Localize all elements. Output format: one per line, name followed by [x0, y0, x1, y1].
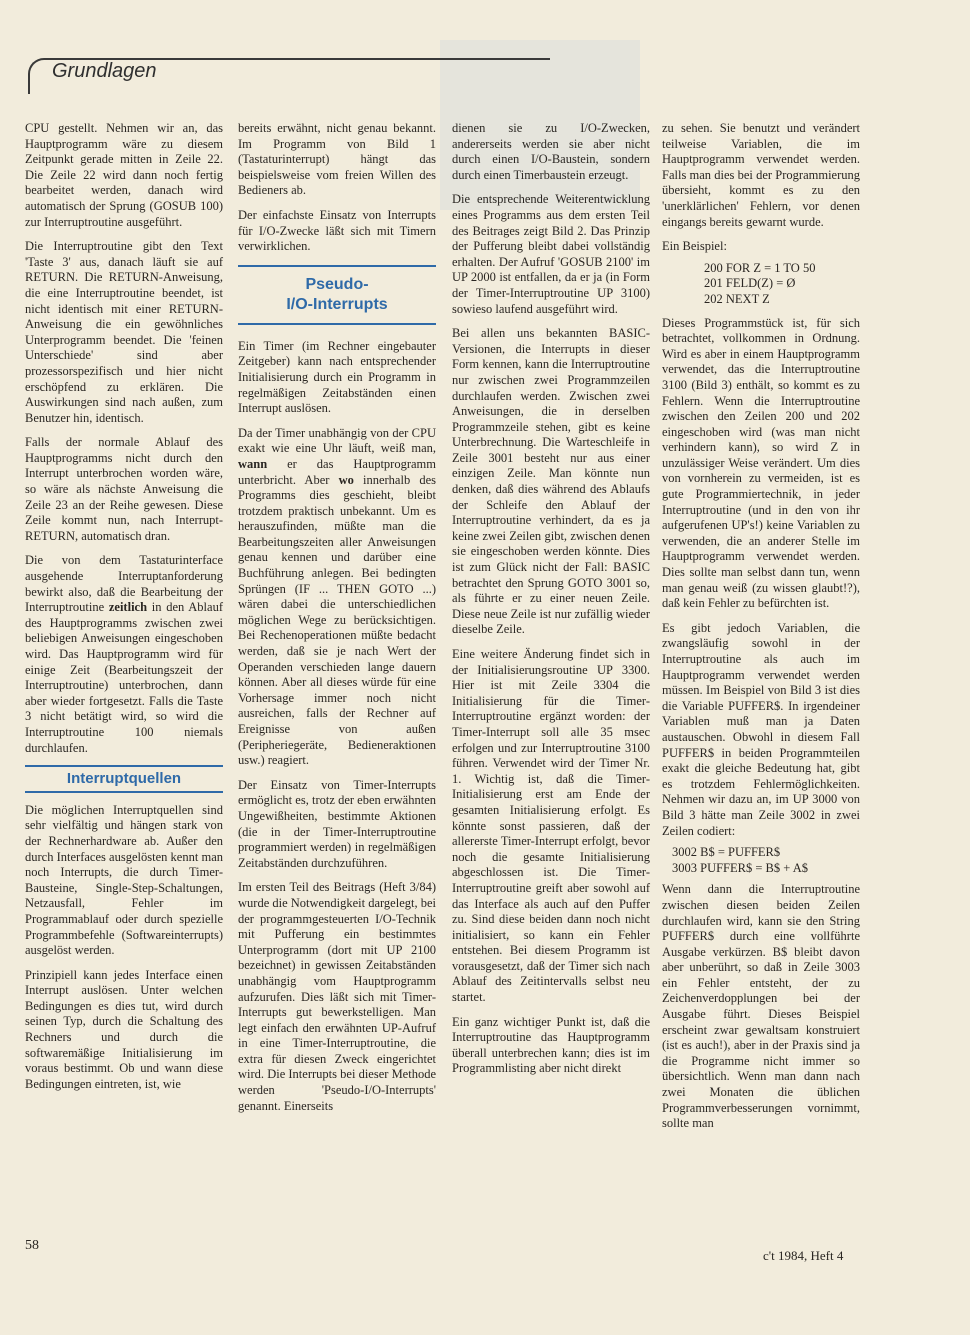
code-listing-2 [662, 845, 860, 876]
code-line: 3002 B$ = PUFFER$ [672, 845, 781, 860]
section-label: Grundlagen [46, 60, 163, 83]
subheading-line: I/O-Interrupts [286, 295, 388, 313]
paragraph: Die Interruptroutine gibt den Text 'Taste 3' aus, danach läuft sie auf RETURN. Die RETURN-Anweisung, die eine Interruptroutine beendet, ist nicht identisch mit einer RETURN-Anweisung die ein gewöhnliches Unterprogramm beendet. Die 'feinen Unterschiede' sind aber prozessorspezifisch und hier nicht erschöpfend zu erklären. Die Auswirkungen sind nach außen, zum Benutzer hin, identisch. [25, 239, 223, 425]
paragraph: Die möglichen Interruptquellen sind sehr vielfältig und hängen stark von der Rechnerhardware ab. Außer den durch Interfaces ausgelösten kennt man noch Interrupts, die durch Timer-Bausteine, Single-Step-Schaltungen, Netzausfall, Fehler im Programmablauf oder durch spezielle Programmbefehle (Softwareinterrupts) ausgelöst werden. [25, 802, 223, 958]
paragraph [238, 426, 436, 769]
subheading-line: Pseudo- [305, 275, 369, 293]
code-line: 200 FOR Z = 1 TO 50 [704, 260, 816, 275]
subheading-pseudo-io-interrupts [238, 265, 436, 325]
column-3 [452, 121, 650, 1086]
paragraph: bereits erwähnt, nicht genau bekannt. Im Programm von Bild 1 (Tastaturinterrupt) hängt das beispielsweise vom freien Willen des Bedieners ab. [238, 121, 436, 198]
text-run: Die von dem Tastaturinterface ausgehende Interruptanforderung bewirkt also, daß die Bearbeitung der Interruptroutine [25, 553, 223, 615]
paragraph: Ein Timer (im Rechner eingebauter Zeitgeber) kann nach entsprechender Initialisierung durch ein Programm in regelmäßigen Zeitabständen einen Interrupt auslösen. [238, 338, 436, 416]
paragraph: Es gibt jedoch Variablen, die zwangsläufig sowohl in der Interruptroutine als auch im Hauptprogramm verwendet werden müssen. Im Beispiel von Bild 3 ist dies die Variable PUFFER$. In irgendeiner Variablen muß man ja Daten austauschen. Obwohl in diesem Fall PUFFER$ in beiden Programmteilen exakt die gleiche Bedeutung hat, gibt es trotzdem Fehlermöglichkeiten. Nehmen wir dazu an, im UP 3000 von Bild 3 hätte man Zeile 3002 in zwei Zeilen codiert: [662, 620, 860, 838]
text-run: in den Ablauf des Hauptprogramms zwischen zwei beliebigen Anweisungen eingeschoben wird. Das Hauptprogramm wird für einige Zeit (Bearbeitungszeit der Interruptroutine) unterbrochen, dann aber wieder fortgesetzt. Falls die Taste 3 nicht betätigt wird, so wird die Interruptroutine 100 niemals durchlaufen. [25, 600, 223, 755]
paragraph: Dieses Programmstück ist, für sich betrachtet, vollkommen in Ordnung. Wird es aber in einem Hauptprogramm verwendet, das die Interruptroutine 3100 (Bild 3) enthält, so kommt es zu Fehlern. Wenn die Interruptroutine zwischen den Zeilen 200 und 202 eingeschoben wird (was man nicht verhindern kann), so wird Z in unzulässiger Weise verändert. Um dies von vornherein zu vermeiden, ist es gute Programmiertechnik, in jeder Interruptroutine (und in den von ihr aufgerufenen UP's!) keine Variablen zu verwenden, die an anderer Stelle im Hauptprogramm verwendet werden. Dies sollte man selbst dann tun, wenn man genau weiß (zu wissen glaubt!?), daß kein Fehler zu befürchten ist. [662, 315, 860, 611]
subheading-interruptquellen: Interruptquellen [25, 765, 223, 793]
paragraph: Wenn dann die Interruptroutine zwischen diesen beiden Zeilen durchlaufen wird, kann sie den String PUFFER$ durch eine vollführte Ausgabe verkürzen. B$ bleibt davon aber unberührt, so daß in Zeile 3003 ein Fehler entsteht, der zu Zeichenverdopplungen bei der Ausgabe führt. Dieses Beispiel erscheint zwar gewaltsam konstruiert (ist es auch!), aber in der Praxis sind ja die Programme nicht immer so übersichtlich. Wenn man dann nach zwei Monaten die üblichen Programmverbesserungen vornimmt, sollte man [662, 882, 860, 1131]
code-line: 202 NEXT Z [704, 291, 770, 306]
paragraph: Eine weitere Änderung findet sich in der Initialisierungsroutine UP 3300. Hier ist mit Zeile 3304 die Initialisierung für die Timer-Interruptroutine ergänzt worden: der Timer-Interrupt soll alle 35 msec erfolgen und zur Interruptroutine 3100 führen. Verwendet wird der Timer Nr. 1. Wichtig ist, daß die Timer-Initialisierung erst am Ende der gesamten Initialisierung erfolgt. Es könnte sonst passieren, daß der allererste Timer-Interrupt erfolgt, bevor noch die gesamte Initialisierung abgeschlossen ist. Die Timer-Interruptroutine greift aber sowohl auf das Interface als auch auf den Puffer zu. Sind diese beiden dann noch nicht initialisiert, so kann ein Fehler entstehen. Bei diesem Programm ist vorausgesetzt, daß der Timer sich nach Ablauf des Zeitintervalls selbst neu startet. [452, 647, 650, 1005]
paragraph: zu sehen. Sie benutzt und verändert teilweise Variablen, die im Hauptprogramm verwendet werden. Falls man dies bei der Programmierung übersieht, kommt es zu den 'unerklärlichen' Fehlern, vor denen eingangs bereits gewarnt wurde. [662, 121, 860, 229]
paragraph: CPU gestellt. Nehmen wir an, das Hauptprogramm wäre zu diesem Zeitpunkt gerade mitten in Zeile 22. Die Zeile 22 wird dann noch fertig bearbeitet werden, danach wird automatisch der Sprung (GOSUB 100) zur Interruptroutine ausgeführt. [25, 121, 223, 229]
paragraph: Prinzipiell kann jedes Interface einen Interrupt auslösen. Unter welchen Bedingungen es dies tut, wird durch seinen Typ, durch die Schaltung des Rechners und durch die softwaremäßige Initialisierung im voraus bestimmt. Ob und wann diese Bedingungen eintreten, ist, wie [25, 967, 223, 1091]
text-run: Da der Timer unabhängig von der CPU exakt wie eine Uhr läuft, weiß man, [238, 425, 436, 456]
paragraph: Im ersten Teil des Beitrags (Heft 3/84) wurde die Notwendigkeit dargelegt, bei der programmgesteuerten I/O-Technik mit Pufferung ein bestimmtes Unterprogramm (dort mit UP 2100 bezeichnet) in gewissen Zeitabständen unabhängig vom Hauptprogramm aufzurufen. Dies läßt sich mit Timer-Interrupts gut bewerkstelligen. Man legt einfach den erwähnten UP-Aufruf in eine Timer-Interruptroutine, die extra für diesen Zweck eingerichtet wird. Die Interrupts bei dieser Methode werden 'Pseudo-I/O-Interrupts' genannt. Einerseits [238, 880, 436, 1113]
emphasis-zeitlich: zeitlich [108, 600, 148, 615]
paragraph: Ein ganz wichtiger Punkt ist, daß die Interruptroutine das Hauptprogramm überall unterbrechen kann; dies ist im Programmlisting aber nicht direkt [452, 1014, 650, 1076]
text-run: er das Hauptprogramm unterbricht. Aber [238, 456, 436, 487]
paragraph: Die entsprechende Weiterentwicklung eines Programms aus dem ersten Teil des Beitrages zeigt Bild 2. Das Prinzip der Pufferung bleibt dabei vollständig erhalten. Der Aufruf 'GOSUB 2100' im UP 2000 ist entfallen, da er ja (in Form der Timer-Interruptroutine UP 3100) sowieso laufend ausgeführt wird. [452, 192, 650, 316]
code-line: 201 FELD(Z) = Ø [704, 276, 796, 291]
paragraph [25, 553, 223, 756]
page-number: 58 [25, 1238, 39, 1253]
section-header [28, 58, 550, 94]
paragraph: Ein Beispiel: [662, 239, 727, 254]
emphasis-wann: wann [238, 456, 268, 471]
paragraph: Falls der normale Ablauf des Hauptprogramms nicht durch den Interrupt unterbrochen worden wäre, so wäre als nächste Anweisung die Zeile 23 an der Reihe gewesen. Diese Zeile kommt nun, nach Interrupt-RETURN, automatisch dran. [25, 435, 223, 543]
paragraph: Bei allen uns bekannten BASIC-Versionen, die Interrupts in dieser Form kennen, kann die Interruptroutine nur zwischen zwei Programmzeilen durchlaufen werden. Zwischen zwei Anweisungen, die in derselben Programmzeile stehen, gibt es keine Unterbrechnung. Die Warteschleife in Zeile 3001 besteht nur aus einer einzigen Zeile. Man könnte nun denken, daß dies während des Ablaufs der Schleife den Ablauf der Interruptroutine verhindert, da es ja keine zwei Zeilen gibt, zwischen denen sie eingeschoben werden könnte. Dies ist zum Glück nicht der Fall: BASIC betrachtet den Sprung GOTO 3001 so, als führte er zu einer neuen Zeile. Diese neue Zeile ist nur zufällig wieder dieselbe Zeile. [452, 326, 650, 637]
column-1 [25, 121, 223, 1101]
code-line: 3003 PUFFER$ = B$ + A$ [672, 860, 809, 875]
code-listing-1 [662, 261, 860, 308]
paragraph: dienen sie zu I/O-Zwecken, andererseits werden sie aber nicht durch einen I/O-Baustein, sondern durch einen Timerbaustein erzeugt. [452, 121, 650, 182]
column-2 [238, 121, 436, 1123]
text-run: innerhalb des Programms dies geschieht, bleibt trotzdem praktisch unbekannt. Um es herauszufinden, müßte man die Bearbeitungszeiten aller Anweisungen genau kennen und darüber eine Buchführung anlegen. Bei bedingten Sprüngen (IF ... THEN GOTO ...) wären dabei die unterschiedlichen möglichen Wege zu berücksichtigen. Bei Rechenoperationen müßte bedacht werden, daß sie je nach Wert der Operanden verschieden lange dauern können. Aber all dieses würde für eine Vorhersage immer noch nicht ausreichen, falls der Rechner auf Ereignisse von außen (Peripheriegeräte, Bedieneraktionen usw.) reagiert. [238, 472, 436, 768]
publication-info: c't 1984, Heft 4 [763, 1248, 844, 1263]
emphasis-wo: wo [338, 472, 354, 487]
paragraph: Der Einsatz von Timer-Interrupts ermöglicht es, trotz der eben erwähnten Ungewißheiten, bestimmte Aktionen (die in der Timer-Interruptroutine programmiert werden) in regelmäßigen Zeitabständen durchzuführen. [238, 777, 436, 870]
column-4 [662, 121, 860, 1141]
paragraph: Der einfachste Einsatz von Interrupts für I/O-Zwecke läßt sich mit Timern verwirklichen. [238, 207, 436, 254]
